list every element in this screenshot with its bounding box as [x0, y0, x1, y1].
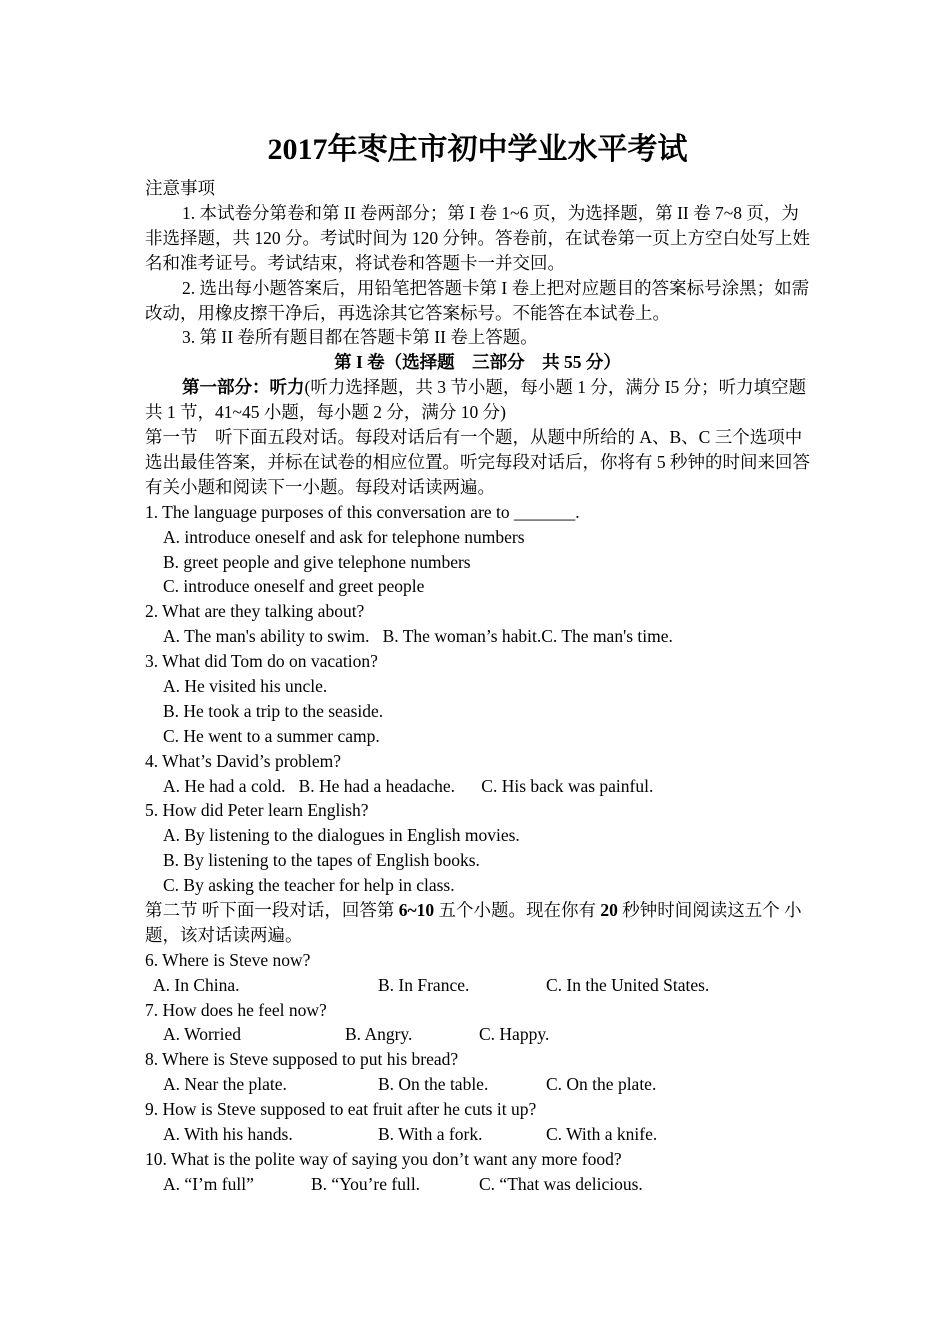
q2-option-a: A. The man's ability to swim.	[163, 626, 370, 647]
q2-option-b: B. The woman’s habit.	[382, 626, 542, 647]
q6-option-c: C. In the United States.	[546, 974, 710, 995]
q4-option-c: C. His back was painful.	[481, 775, 654, 796]
q5-stem: 5. How did Peter learn English?	[145, 800, 369, 821]
q10-options	[145, 1172, 810, 1197]
q6-options	[145, 973, 810, 998]
q4-option-b: B. He had a headache.	[298, 775, 456, 796]
q9-options	[145, 1122, 810, 1147]
q5-option-b: B. By listening to the tapes of English books.	[163, 850, 480, 871]
q7-stem: 7. How does he feel now?	[145, 999, 327, 1020]
q8-option-b: B. On the table.	[378, 1074, 489, 1095]
q9-option-b: B. With a fork.	[378, 1124, 483, 1145]
q1-option-c: C. introduce oneself and greet people	[163, 576, 425, 597]
q4-option-a: A. He had a cold.	[163, 775, 286, 796]
q8-stem: 8. Where is Steve supposed to put his bread?	[145, 1049, 459, 1070]
q10-option-b: B. “You’re full.	[311, 1173, 421, 1194]
q4-options	[145, 774, 810, 799]
notice-item-3: 3. 第 II 卷所有题目都在答题卡第 II 卷上答题。	[182, 327, 538, 348]
q1-option-b: B. greet people and give telephone numbers	[163, 551, 471, 572]
q2-stem: 2. What are they talking about?	[145, 601, 365, 622]
q6-option-a: A. In China.	[153, 974, 240, 995]
exam-title: 2017年枣庄市初中学业水平考试	[267, 133, 688, 166]
q3-stem: 3. What did Tom do on vacation?	[145, 651, 378, 672]
q7-option-a: A. Worried	[163, 1024, 241, 1045]
q1-stem: 1. The language purposes of this conversation are to _______.	[145, 501, 580, 522]
part1-label: 第一部分：听力	[182, 377, 305, 398]
exam-page	[145, 127, 810, 1197]
notice-heading: 注意事项	[145, 178, 215, 198]
q6-stem: 6. Where is Steve now?	[145, 949, 311, 970]
q3-option-b: B. He took a trip to the seaside.	[163, 700, 384, 721]
q9-option-c: C. With a knife.	[546, 1124, 658, 1145]
q4-stem: 4. What’s David’s problem?	[145, 750, 342, 771]
q5-option-c: C. By asking the teacher for help in class.	[163, 875, 455, 896]
q7-option-c: C. Happy.	[479, 1024, 550, 1045]
section2-intro-seconds: 20	[600, 899, 618, 920]
q3-option-a: A. He visited his uncle.	[163, 675, 328, 696]
q9-option-a: A. With his hands.	[163, 1124, 293, 1145]
q8-option-a: A. Near the plate.	[163, 1074, 287, 1095]
q3-option-c: C. He went to a summer camp.	[163, 725, 380, 746]
q6-option-b: B. In France.	[378, 974, 470, 995]
part1-desc: (听力选择题，共 3 节小题，每小题 1 分，满分 I5 分；听力填空题 共 1 节，41~45 小题，每小题 2 分，满分 10 分)	[145, 377, 807, 423]
q7-options	[145, 1022, 810, 1047]
q1-option-a: A. introduce oneself and ask for telephone numbers	[163, 526, 525, 547]
section-header: 第 I 卷（选择题 三部分 共 55 分）	[334, 352, 621, 373]
notice-item-1: 1. 本试卷分第卷和第 II 卷两部分；第 I 卷 1~6 页，为选择题，第 II 卷 7~8 页，为非选择题，共 120 分。考试时间为 120 分钟。答卷前，在试卷第一页上方空白处写上姓名和准考证号。考试结束，将试卷和答题卡一并交回。	[145, 202, 810, 273]
q9-stem: 9. How is Steve supposed to eat fruit after he cuts it up?	[145, 1099, 537, 1120]
section2-intro	[145, 898, 810, 948]
q7-option-b: B. Angry.	[345, 1024, 413, 1045]
section2-intro-post: 秒钟时间阅读这五个 小题，该对话读两遍。	[145, 899, 802, 945]
section2-intro-pre: 第二节 听下面一段对话，回答第	[145, 899, 399, 920]
part1-description	[145, 375, 810, 425]
q10-stem: 10. What is the polite way of saying you don’t want any more food?	[145, 1148, 622, 1169]
q2-options	[145, 624, 810, 649]
q10-option-a: A. “I’m full”	[163, 1173, 254, 1194]
q5-option-a: A. By listening to the dialogues in English movies.	[163, 825, 520, 846]
section2-intro-mid: 五个小题。现在你有	[434, 899, 601, 920]
q8-option-c: C. On the plate.	[546, 1074, 657, 1095]
notice-item-2: 2. 选出每小题答案后，用铅笔把答题卡第 I 卷上把对应题目的答案标号涂黑；如需改动，用橡皮擦干净后，再选涂其它答案标号。不能答在本试卷上。	[145, 277, 810, 323]
q2-option-c: C. The man's time.	[541, 626, 673, 647]
section1-intro: 第一节 听下面五段对话。每段对话后有一个题，从题中所给的 A、B、C 三个选项中 选出最佳答案，并标在试卷的相应位置。听完每段对话后，你将有 5 秒钟的时间来回答有关小题和阅读下一小题。每段对话读两遍。	[145, 427, 810, 497]
q8-options	[145, 1072, 810, 1097]
q10-option-c: C. “That was delicious.	[479, 1173, 643, 1194]
section2-intro-range: 6~10	[398, 899, 435, 920]
